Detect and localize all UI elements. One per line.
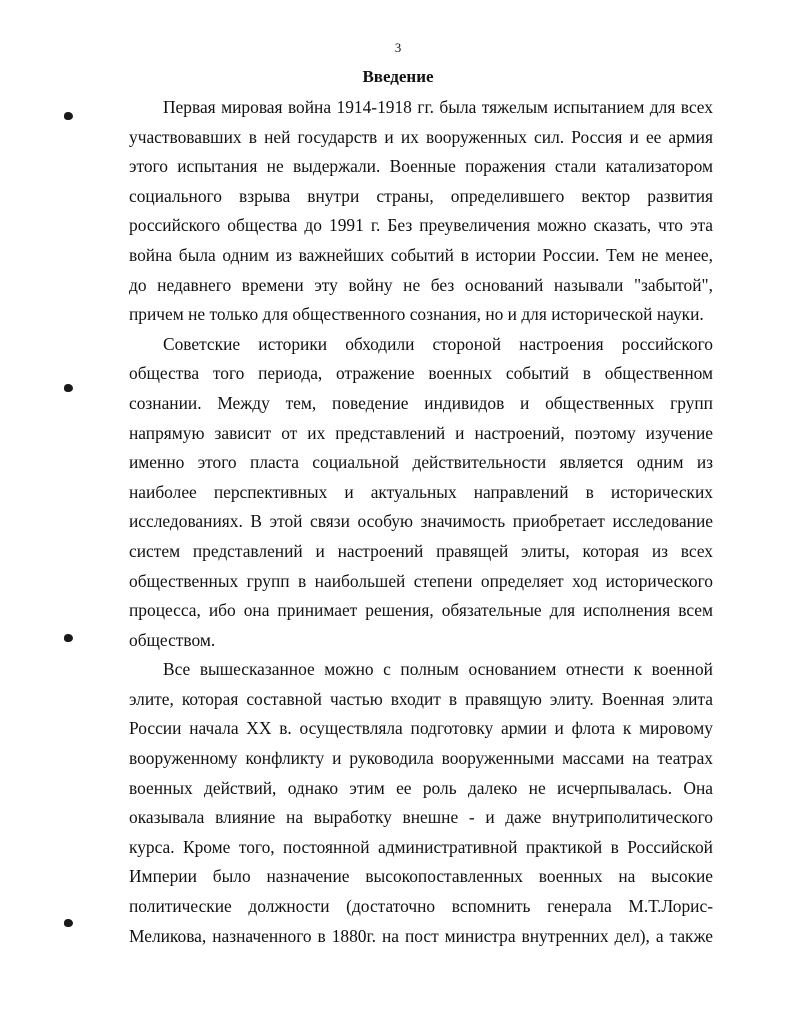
- text-line: общества того периода, отражение военных событий в общественном: [129, 363, 713, 384]
- paragraph-1: [129, 93, 713, 330]
- text-line: России начала XX в. осуществляла подготовку армии и флота к мировому: [129, 718, 713, 739]
- binding-hole-mark: [64, 112, 73, 120]
- text-line: наиболее перспективных и актуальных направлений в исторических: [129, 481, 713, 502]
- text-line: общественных групп в наибольшей степени определяет ход исторического: [129, 570, 713, 591]
- binding-hole-mark: [64, 919, 73, 927]
- text-line: процесса, ибо она принимает решения, обязательные для исполнения всем: [129, 600, 713, 621]
- text-line: до недавнего времени эту войну не без оснований называли "забытой",: [129, 274, 713, 295]
- section-title: Введение: [362, 67, 434, 86]
- text-line: причем не только для общественного сознания, но и для исторической науки.: [129, 304, 704, 325]
- body-text: [129, 93, 713, 951]
- text-line: сознании. Между тем, поведение индивидов и общественных групп: [129, 392, 713, 413]
- text-line: Меликова, назначенного в 1880г. на пост министра внутренних дел), а также: [129, 925, 713, 946]
- text-line: участвовавших в ней государств и их вооруженных сил. Россия и ее армия: [129, 126, 713, 147]
- text-line: элите, которая составной частью входит в правящую элиту. Военная элита: [129, 688, 713, 709]
- text-line: политические должности (достаточно вспомнить генерала М.Т.Лорис-: [129, 896, 713, 917]
- text-line: военных действий, однако этим ее роль далеко не исчерпывалась. Она: [129, 777, 713, 798]
- text-line: война была одним из важнейших событий в истории России. Тем не менее,: [129, 244, 713, 265]
- text-line: исследованиях. В этой связи особую значимость приобретает исследование: [129, 511, 713, 532]
- text-line: российского общества до 1991 г. Без преувеличения можно сказать, что эта: [129, 215, 713, 236]
- paragraph-3: [129, 655, 713, 951]
- text-line: курса. Кроме того, постоянной административной практикой в Российской: [129, 836, 713, 857]
- text-line: Все вышесказанное можно с полным основанием отнести к военной: [163, 659, 713, 680]
- text-line: вооруженному конфликту и руководила вооруженными массами на театрах: [129, 748, 713, 769]
- text-line: напрямую зависит от их представлений и настроений, поэтому изучение: [129, 422, 713, 443]
- text-line: Первая мировая война 1914-1918 гг. была тяжелым испытанием для всех: [163, 97, 713, 117]
- text-line: обществом.: [129, 629, 216, 650]
- text-line: этого испытания не выдержали. Военные поражения стали катализатором: [129, 156, 713, 177]
- paragraph-2: [129, 330, 713, 656]
- binding-hole-mark: [64, 634, 73, 642]
- text-line: именно этого пласта социальной действительности является одним из: [129, 452, 713, 473]
- page-number: 3: [394, 40, 402, 55]
- text-line: Империи было назначение высокопоставленных военных на высокие: [129, 866, 713, 887]
- text-line: оказывала влияние на выработку внешне - и даже внутриполитического: [129, 807, 713, 828]
- text-line: социального взрыва внутри страны, определившего вектор развития: [129, 185, 713, 206]
- text-line: Советские историки обходили стороной настроения российского: [163, 333, 713, 354]
- text-line: систем представлений и настроений правящей элиты, которая из всех: [129, 540, 713, 561]
- binding-hole-mark: [64, 384, 73, 392]
